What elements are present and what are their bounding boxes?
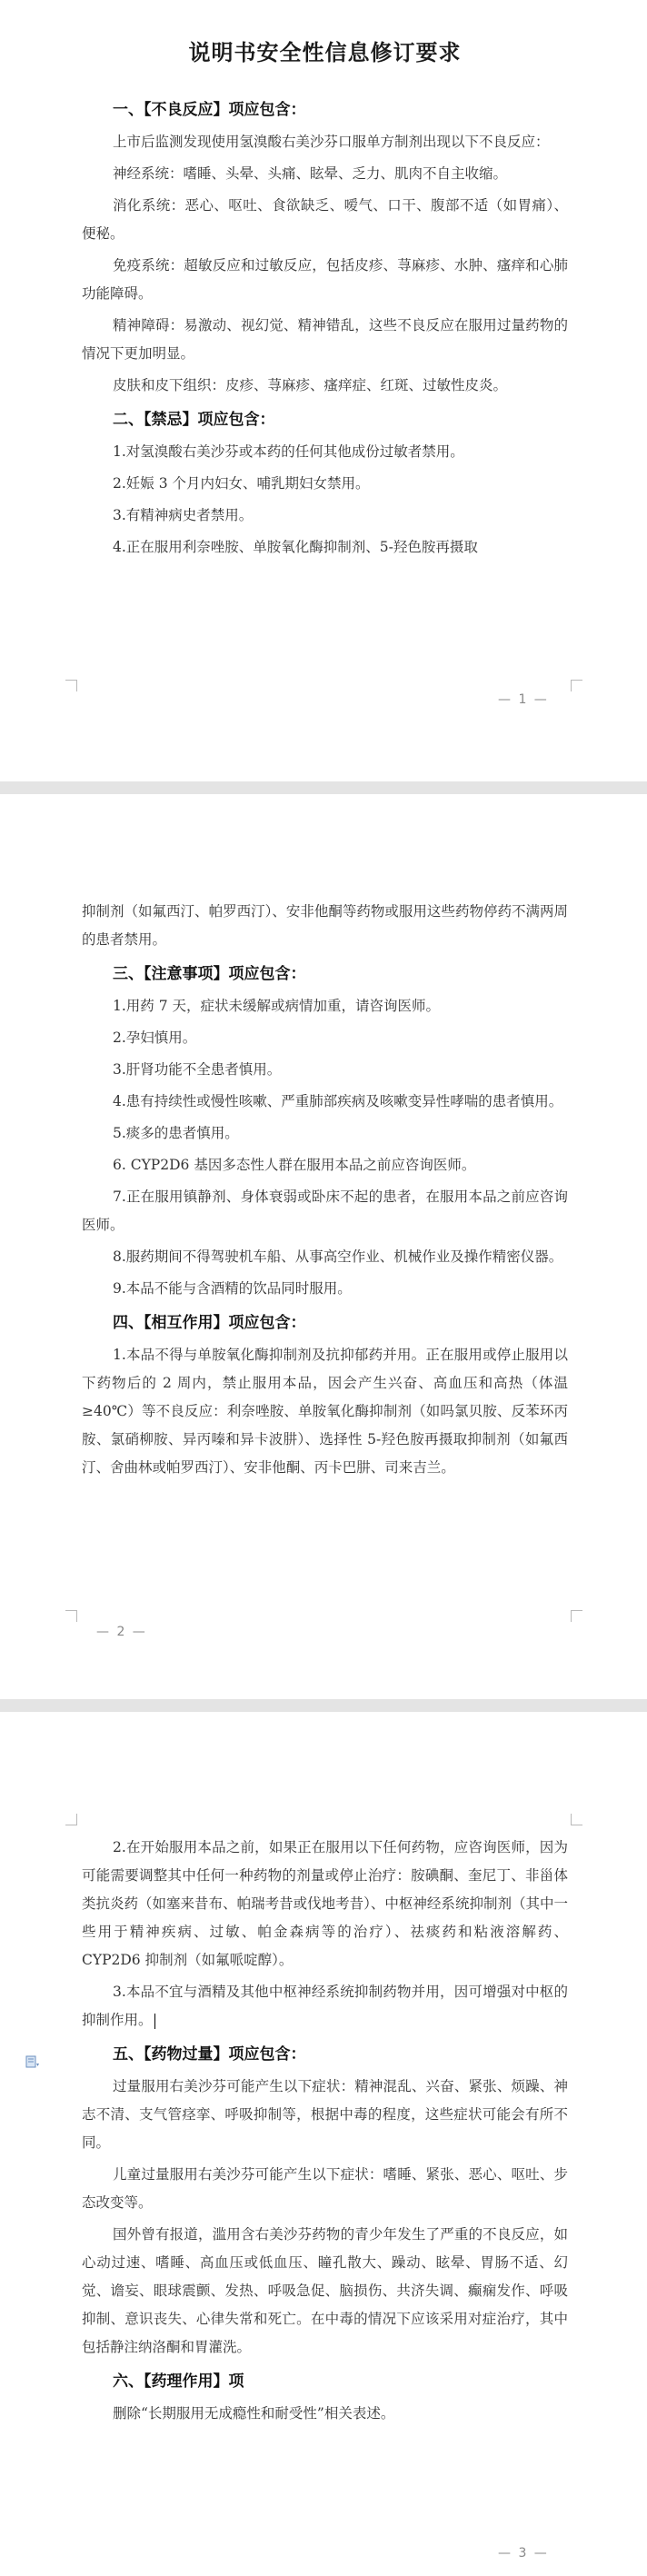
page-3 [0, 1712, 647, 2576]
paragraph: 1.对氢溴酸右美沙芬或本药的任何其他成份过敏者禁用。 [113, 443, 464, 460]
margin-mark [571, 1610, 582, 1622]
paragraph: 2.孕妇慎用。 [113, 1029, 197, 1046]
section-heading-pharmacology: 六、【药理作用】项 [113, 2372, 244, 2391]
paragraph: 2.在开始服用本品之前，如果正在服用以下任何药物，应咨询医师，因为可能需要调整其中任何一种药物的剂量或停止治疗：胺碘酮、奎尼丁、非甾体类抗炎药（如塞来昔布、帕瑞考昔或伐地考昔）、中枢神经系统抑制剂（其中一些用于精神疾病、过敏、帕金森病等的治疗）、祛痰药和粘液溶解药、CYP2D6 抑制剂（如氟哌啶醇）。 [82, 1839, 568, 1968]
page-3-content [82, 1830, 568, 2428]
margin-mark [65, 680, 77, 691]
paragraph: 上市后监测发现使用氢溴酸右美沙芬口服单方制剂出现以下不良反应： [113, 134, 550, 150]
paragraph: 4.患有持续性或慢性咳嗽、严重肺部疾病及咳嗽变异性哮喘的患者慎用。 [113, 1093, 563, 1109]
page-1-content [82, 35, 568, 562]
paragraph: 5.痰多的患者慎用。 [113, 1125, 239, 1141]
section-heading-overdose: 五、【药物过量】项应包含： [113, 2045, 306, 2064]
paragraph: 精神障碍：易激动、视幻觉、精神错乱，这些不良反应在服用过量药物的情况下更加明显。 [82, 317, 568, 362]
page-2-content [82, 894, 568, 1482]
page-number: — 3 — [498, 2546, 549, 2561]
section-heading-contraindications: 二、【禁忌】项应包含： [113, 411, 275, 429]
page-number: — 2 — [96, 1625, 147, 1639]
paragraph: 1.用药 7 天，症状未缓解或病情加重，请咨询医师。 [113, 998, 441, 1014]
paragraph: 儿童过量服用右美沙芬可能产生以下症状：嗜睡、紧张、恶心、呕吐、步态改变等。 [82, 2166, 568, 2211]
text-cursor [154, 2014, 155, 2029]
paragraph: 8.服药期间不得驾驶机车船、从事高空作业、机械作业及操作精密仪器。 [113, 1248, 563, 1265]
margin-mark [65, 1814, 77, 1825]
paragraph: 神经系统：嗜睡、头晕、头痛、眩晕、乏力、肌肉不自主收缩。 [113, 165, 508, 182]
paragraph: 国外曾有报道，滥用含右美沙芬药物的青少年发生了严重的不良反应，如心动过速、嗜睡、高血压或低血压、瞳孔散大、躁动、眩晕、胃肠不适、幻觉、谵妄、眼球震颤、发热、呼吸急促、脑损伤、共济失调、癫痫发作、呼吸抑制、意识丧失、心律失常和死亡。在中毒的情况下应该采用对症治疗，其中包括静注纳洛酮和胃灌洗。 [82, 2226, 568, 2355]
paragraph: 免疫系统：超敏反应和过敏反应，包括皮疹、荨麻疹、水肿、瘙痒和心肺功能障碍。 [82, 257, 568, 302]
margin-mark [571, 680, 582, 691]
page-2 [0, 794, 647, 1699]
paragraph: 1.本品不得与单胺氧化酶抑制剂及抗抑郁药并用。正在服用或停止服用以下药物后的 2 周内，禁止服用本品，因会产生兴奋、高血压和高热（体温≥40℃）等不良反应：利奈唑胺、单胺氧化酶抑制剂（如吗氯贝胺、反苯环丙胺、氯硝柳胺、异丙嗪和异卡波肼）、选择性 5-羟色胺再摄取抑制剂（如氟西汀、舍曲林或帕罗西汀）、安非他酮、丙卡巴肼、司来吉兰。 [82, 1347, 568, 1476]
paragraph: 6. CYP2D6 基因多态性人群在服用本品之前应咨询医师。 [113, 1157, 476, 1173]
paragraph: 9.本品不能与含酒精的饮品同时服用。 [113, 1280, 352, 1297]
paragraph: 3.有精神病史者禁用。 [113, 507, 254, 523]
paragraph: 删除“长期服用无成瘾性和耐受性”相关表述。 [113, 2405, 395, 2422]
paragraph: 4.正在服用利奈唑胺、单胺氧化酶抑制剂、5-羟色胺再摄取 [113, 539, 478, 555]
page-number: — 1 — [498, 692, 549, 707]
document-title: 说明书安全性信息修订要求 [188, 39, 462, 65]
paragraph: 7.正在服用镇静剂、身体衰弱或卧床不起的患者，在服用本品之前应咨询医师。 [82, 1189, 568, 1233]
page-gap [0, 781, 647, 794]
paragraph: 2.妊娠 3 个月内妇女、哺乳期妇女禁用。 [113, 475, 370, 492]
paragraph: 3.肝肾功能不全患者慎用。 [113, 1061, 282, 1078]
margin-mark [65, 1610, 77, 1622]
section-heading-precautions: 三、【注意事项】项应包含： [113, 965, 306, 983]
page-gap [0, 1699, 647, 1712]
paragraph: 皮肤和皮下组织：皮疹、荨麻疹、瘙痒症、红斑、过敏性皮炎。 [113, 377, 508, 393]
margin-mark [571, 1814, 582, 1825]
section-heading-interactions: 四、【相互作用】项应包含： [113, 1314, 306, 1332]
paragraph: 过量服用右美沙芬可能产生以下症状：精神混乱、兴奋、紧张、烦躁、神志不清、支气管痉挛、呼吸抑制等，根据中毒的程度，这些症状可能会有所不同。 [82, 2078, 568, 2151]
paragraph-text: 3.本品不宜与酒精及其他中枢神经系统抑制药物并用，因可增强对中枢的抑制作用。 [82, 1984, 568, 2028]
paragraph-with-cursor[interactable] [82, 1978, 568, 2034]
paragraph: 消化系统：恶心、呕吐、食欲缺乏、嗳气、口干、腹部不适（如胃痛）、便秘。 [82, 197, 568, 242]
document-icon[interactable] [25, 2055, 40, 2068]
page-1 [0, 0, 647, 781]
section-heading-adverse-reactions: 一、【不良反应】项应包含： [113, 101, 306, 119]
paragraph: 抑制剂（如氟西汀、帕罗西汀）、安非他酮等药物或服用这些药物停药不满两周的患者禁用。 [82, 903, 568, 948]
